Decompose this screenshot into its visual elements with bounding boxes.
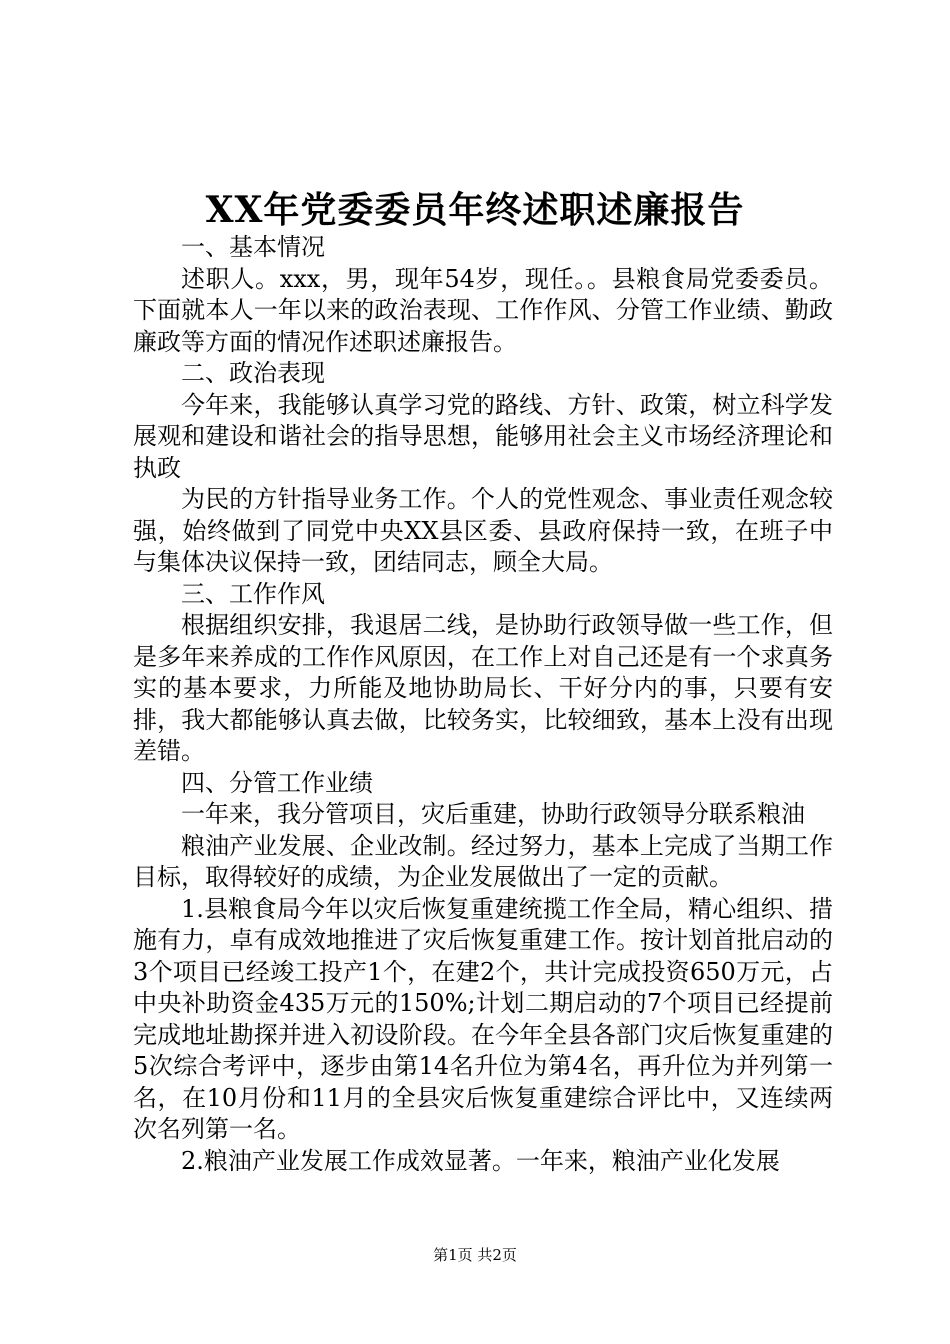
document-body (133, 232, 833, 1177)
paragraph: 粮油产业发展、企业改制。经过努力，基本上完成了当期工作目标，取得较好的成绩，为企业发展做出了一定的贡献。 (133, 831, 833, 891)
paragraph: 根据组织安排，我退居二线，是协助行政领导做一些工作，但是多年来养成的工作作风原因，在工作上对自己还是有一个求真务实的基本要求，力所能及地协助局长、干好分内的事，只要有安排，我大都能够认真去做，比较务实，比较细致，基本上没有出现差错。 (133, 611, 833, 765)
paragraph: 一年来，我分管项目，灾后重建，协助行政领导分联系粮油 (181, 800, 805, 828)
section-heading-basic-info: 一、基本情况 (181, 233, 325, 261)
section-heading-political: 二、政治表现 (181, 359, 325, 387)
paragraph: 为民的方针指导业务工作。个人的党性观念、事业责任观念较强，始终做到了同党中央XX县区委、县政府保持一致，在班子中与集体决议保持一致，团结同志，顾全大局。 (133, 485, 833, 576)
paragraph: 2.粮油产业发展工作成效显著。一年来，粮油产业化发展 (181, 1146, 780, 1175)
section-heading-work-style: 三、工作作风 (181, 579, 325, 608)
page-number-footer: 第1页 共2页 (433, 1246, 517, 1264)
section-heading-performance: 四、分管工作业绩 (181, 768, 373, 797)
paragraph: 今年来，我能够认真学习党的路线、方针、政策，树立科学发展观和建设和谐社会的指导思想，能够用社会主义市场经济理论和执政 (133, 390, 833, 482)
paragraph: 1.县粮食局今年以灾后恢复重建统揽工作全局，精心组织、措施有力，卓有成效地推进了灾后恢复重建工作。按计划首批启动的3个项目已经竣工投产1个，在建2个，共计完成投资650万元，占中央补助资金435万元的150%;计划二期启动的7个项目已经提前完成地址勘探并进入初设阶段。在今年全县各部门灾后恢复重建的5次综合考评中，逐步由第14名升位为第4名，再升位为并列第一名，在10月份和11月的全县灾后恢复重建综合评比中，又连续两次名列第一名。 (133, 894, 833, 1143)
document-title: XX年党委委员年终述职述廉报告 (205, 189, 745, 231)
paragraph: 述职人。xxx，男，现年54岁，现任。。县粮食局党委委员。下面就本人一年以来的政治表现、工作作风、分管工作业绩、勤政廉政等方面的情况作述职述廉报告。 (133, 264, 833, 356)
